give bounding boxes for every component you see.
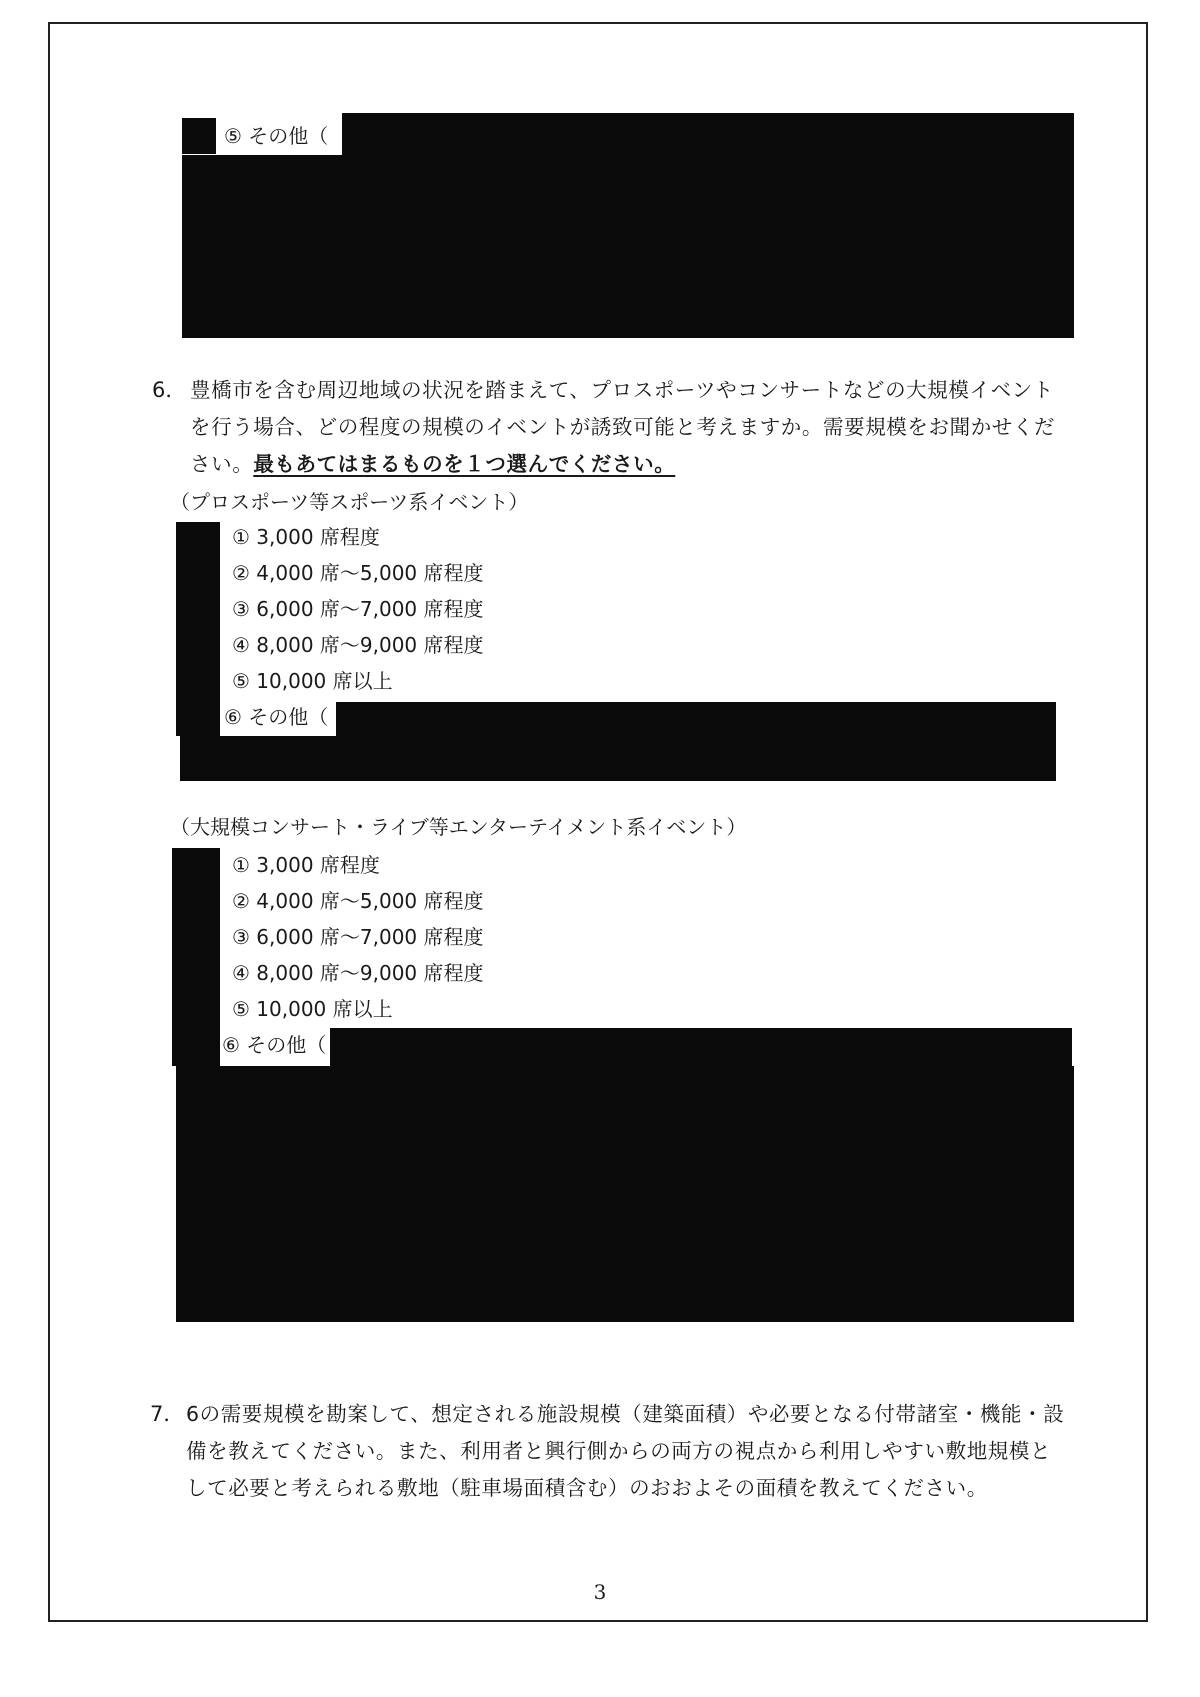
question-7-line-1: 6の需要規模を勘案して、想定される施設規模（建築面積）や必要となる付帯諸室・機能・設 [186, 1402, 1065, 1426]
redaction-block [336, 702, 1056, 736]
group-1-option-1: ① 3,000 席程度 [232, 525, 380, 549]
group-2-option-2: ② 4,000 席～5,000 席程度 [232, 889, 484, 913]
group-1-option-4: ④ 8,000 席～9,000 席程度 [232, 633, 484, 657]
question-6-number: 6． [152, 378, 187, 402]
redaction-block [180, 736, 1056, 781]
page-number: 3 [593, 1580, 607, 1604]
group-1-option-6: ⑥ その他（ [224, 705, 329, 729]
question-6-line-1: 豊橋市を含む周辺地域の状況を踏まえて、プロスポーツやコンサートなどの大規模イベント [190, 378, 1054, 402]
redaction-block [182, 155, 1074, 338]
group-1-option-2: ② 4,000 席～5,000 席程度 [232, 561, 484, 585]
question-6-emphasis: 最もあてはまるものを１つ選んでください。 [253, 452, 676, 476]
redaction-block [176, 1066, 1074, 1322]
redaction-block [182, 118, 216, 154]
group-2-heading: （大規模コンサート・ライブ等エンターテイメント系イベント） [170, 815, 747, 839]
question-7-line-2: 備を教えてください。また、利用者と興行側からの両方の視点から利用しやすい敷地規模と [186, 1439, 1052, 1463]
group-1-option-5: ⑤ 10,000 席以上 [232, 669, 393, 693]
question-7-number: 7． [150, 1402, 185, 1426]
question-7-line-3: して必要と考えられる敷地（駐車場面積含む）のおおよその面積を教えてください。 [186, 1476, 988, 1500]
group-2-option-1: ① 3,000 席程度 [232, 853, 380, 877]
redaction-block [330, 1028, 1072, 1068]
redaction-block [172, 848, 220, 1066]
question-6-line-3 [190, 452, 675, 476]
question-6-line-2: を行う場合、どの程度の規模のイベントが誘致可能と考えますか。需要規模をお聞かせくだ [190, 415, 1056, 439]
group-1-heading: （プロスポーツ等スポーツ系イベント） [170, 490, 529, 514]
group-2-option-4: ④ 8,000 席～9,000 席程度 [232, 961, 484, 985]
question-6-line-3-text: さい。 [190, 452, 254, 476]
group-2-option-3: ③ 6,000 席～7,000 席程度 [232, 925, 484, 949]
redaction-block [176, 522, 220, 736]
other-option-label: ⑤ その他（ [224, 124, 329, 148]
group-1-option-3: ③ 6,000 席～7,000 席程度 [232, 597, 484, 621]
redaction-block [342, 113, 1074, 157]
group-2-option-6: ⑥ その他（ [222, 1033, 327, 1057]
group-2-option-5: ⑤ 10,000 席以上 [232, 997, 393, 1021]
